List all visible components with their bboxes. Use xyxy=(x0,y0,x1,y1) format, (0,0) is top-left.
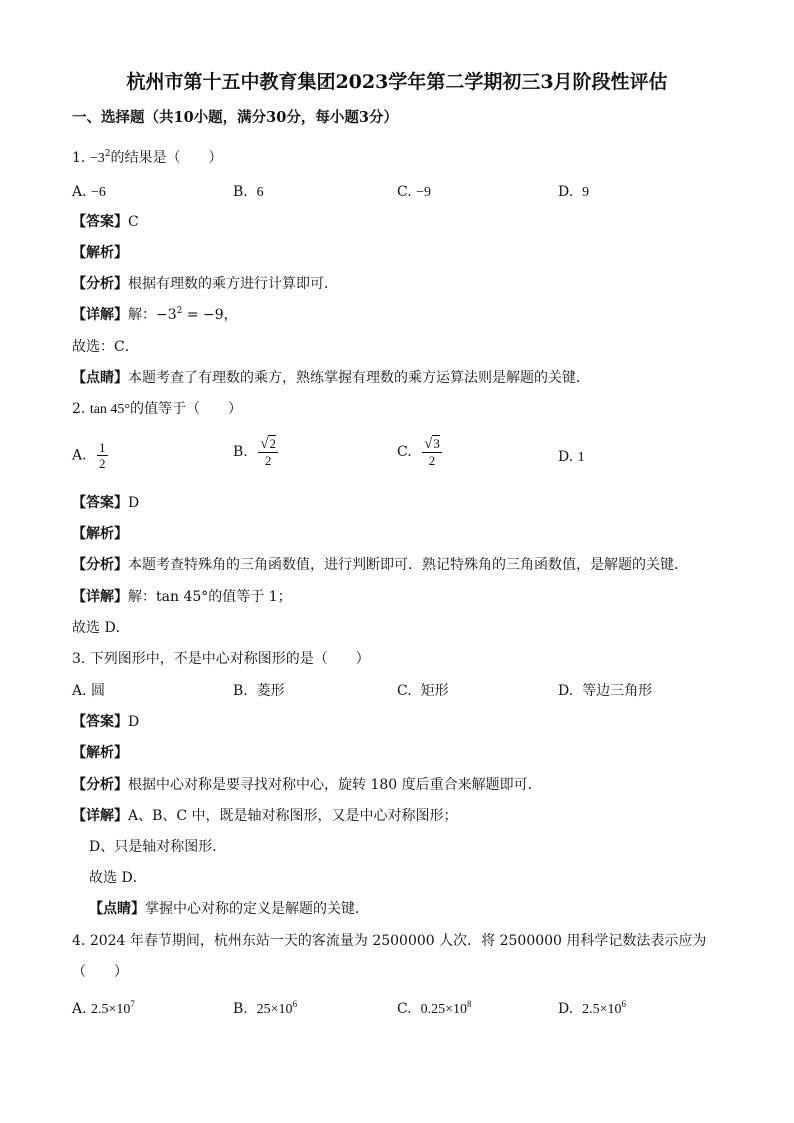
q1-fenxi: 【分析】根据有理数的乘方进行计算即可． xyxy=(72,276,338,292)
q1-xiangjie: 【详解】解：$-3^2 = -9$， xyxy=(72,306,238,323)
q1-choose: 故选：C． xyxy=(72,339,139,355)
page-title: 杭州市第十五中教育集团2023学年第二学期初三3月阶段性评估 xyxy=(126,71,668,93)
q3-analysis-heading: 【解析】 xyxy=(72,745,128,761)
q3-option-b[interactable]: B. 菱形 xyxy=(233,683,285,699)
question-2-stem: 2. tan 45°的值等于（ ） xyxy=(72,401,243,417)
question-1-stem xyxy=(72,149,222,168)
question-3-stem: 3. 下列图形中，不是中心对称图形的是（ ） xyxy=(72,651,370,667)
q4-option-d[interactable]: D. $2.5\times 10^6$ xyxy=(558,999,626,1017)
q2-choose: 故选 D． xyxy=(72,620,130,636)
stem-exponent: 2 xyxy=(104,149,111,159)
q3-fenxi: 【分析】根据中心对称是要寻找对称中心，旋转 180 度后重合来解题即可． xyxy=(72,777,542,793)
q1-option-c[interactable]: C. −9 xyxy=(397,184,432,200)
q2-fenxi: 【分析】本题考查特殊角的三角函数值，进行判断即可．熟记特殊角的三角函数值，是解题的关键． xyxy=(72,557,688,573)
q3-option-d[interactable]: D. 等边三角形 xyxy=(558,683,653,699)
q4-option-b[interactable]: B. $25\times 10^6$ xyxy=(233,999,298,1017)
fraction: $\frac{√3}{2}$ xyxy=(424,436,440,468)
q4-option-c[interactable]: C. $0.25\times 10^8$ xyxy=(397,999,472,1017)
q3-option-a[interactable]: A. 圆 xyxy=(72,683,106,699)
q3-dianjing: 【点睛】掌握中心对称的定义是解题的关键． xyxy=(89,901,369,917)
q3-xiangjie-2: D、只是轴对称图形． xyxy=(89,839,227,855)
stem-base: −3 xyxy=(89,151,105,166)
question-4-stem: 4. 2024 年春节期间，杭州东站一天的客流量为 2500000 人次．将 2500000 用科学记数法表示应为 xyxy=(72,933,707,949)
q2-option-b[interactable]: B. $\frac{√2}{2}$ xyxy=(233,436,276,468)
question-4-stem-2: （ ） xyxy=(72,964,128,980)
q2-option-a[interactable]: A. $\frac{1}{2}$ xyxy=(72,440,106,471)
q1-option-a[interactable]: A. −6 xyxy=(72,184,106,200)
fraction: $\frac{1}{2}$ xyxy=(99,440,106,471)
q1-analysis-heading: 【解析】 xyxy=(72,245,128,261)
q2-analysis-heading: 【解析】 xyxy=(72,526,128,542)
q3-xiangjie: 【详解】A、B、C 中，既是轴对称图形，又是中心对称图形； xyxy=(72,808,458,824)
q3-option-c[interactable]: C. 矩形 xyxy=(397,683,449,699)
section-heading: 一、选择题（共10小题，满分30分，每小题3分） xyxy=(72,109,398,126)
q1-option-b[interactable]: B. 6 xyxy=(233,184,264,200)
q1-answer: 【答案】C xyxy=(72,214,139,230)
q2-option-d[interactable]: D. 1 xyxy=(558,449,585,465)
question-number: 1. xyxy=(72,150,86,166)
q1-dianjing: 【点睛】本题考查了有理数的乘方，熟练掌握有理数的乘方运算法则是解题的关键． xyxy=(72,370,590,386)
fraction: $\frac{√2}{2}$ xyxy=(260,436,276,468)
q1-option-d[interactable]: D. 9 xyxy=(558,184,590,200)
q3-answer: 【答案】D xyxy=(72,714,140,730)
q4-option-a[interactable]: A. $2.5\times 10^7$ xyxy=(72,999,135,1017)
q3-choose: 故选 D． xyxy=(89,870,147,886)
stem-text: 的结果是（ ） xyxy=(110,150,223,166)
q2-option-c[interactable]: C. $\frac{√3}{2}$ xyxy=(397,436,440,468)
q2-answer: 【答案】D xyxy=(72,495,140,511)
q2-xiangjie: 【详解】解：tan 45°的值等于 1； xyxy=(72,589,292,605)
